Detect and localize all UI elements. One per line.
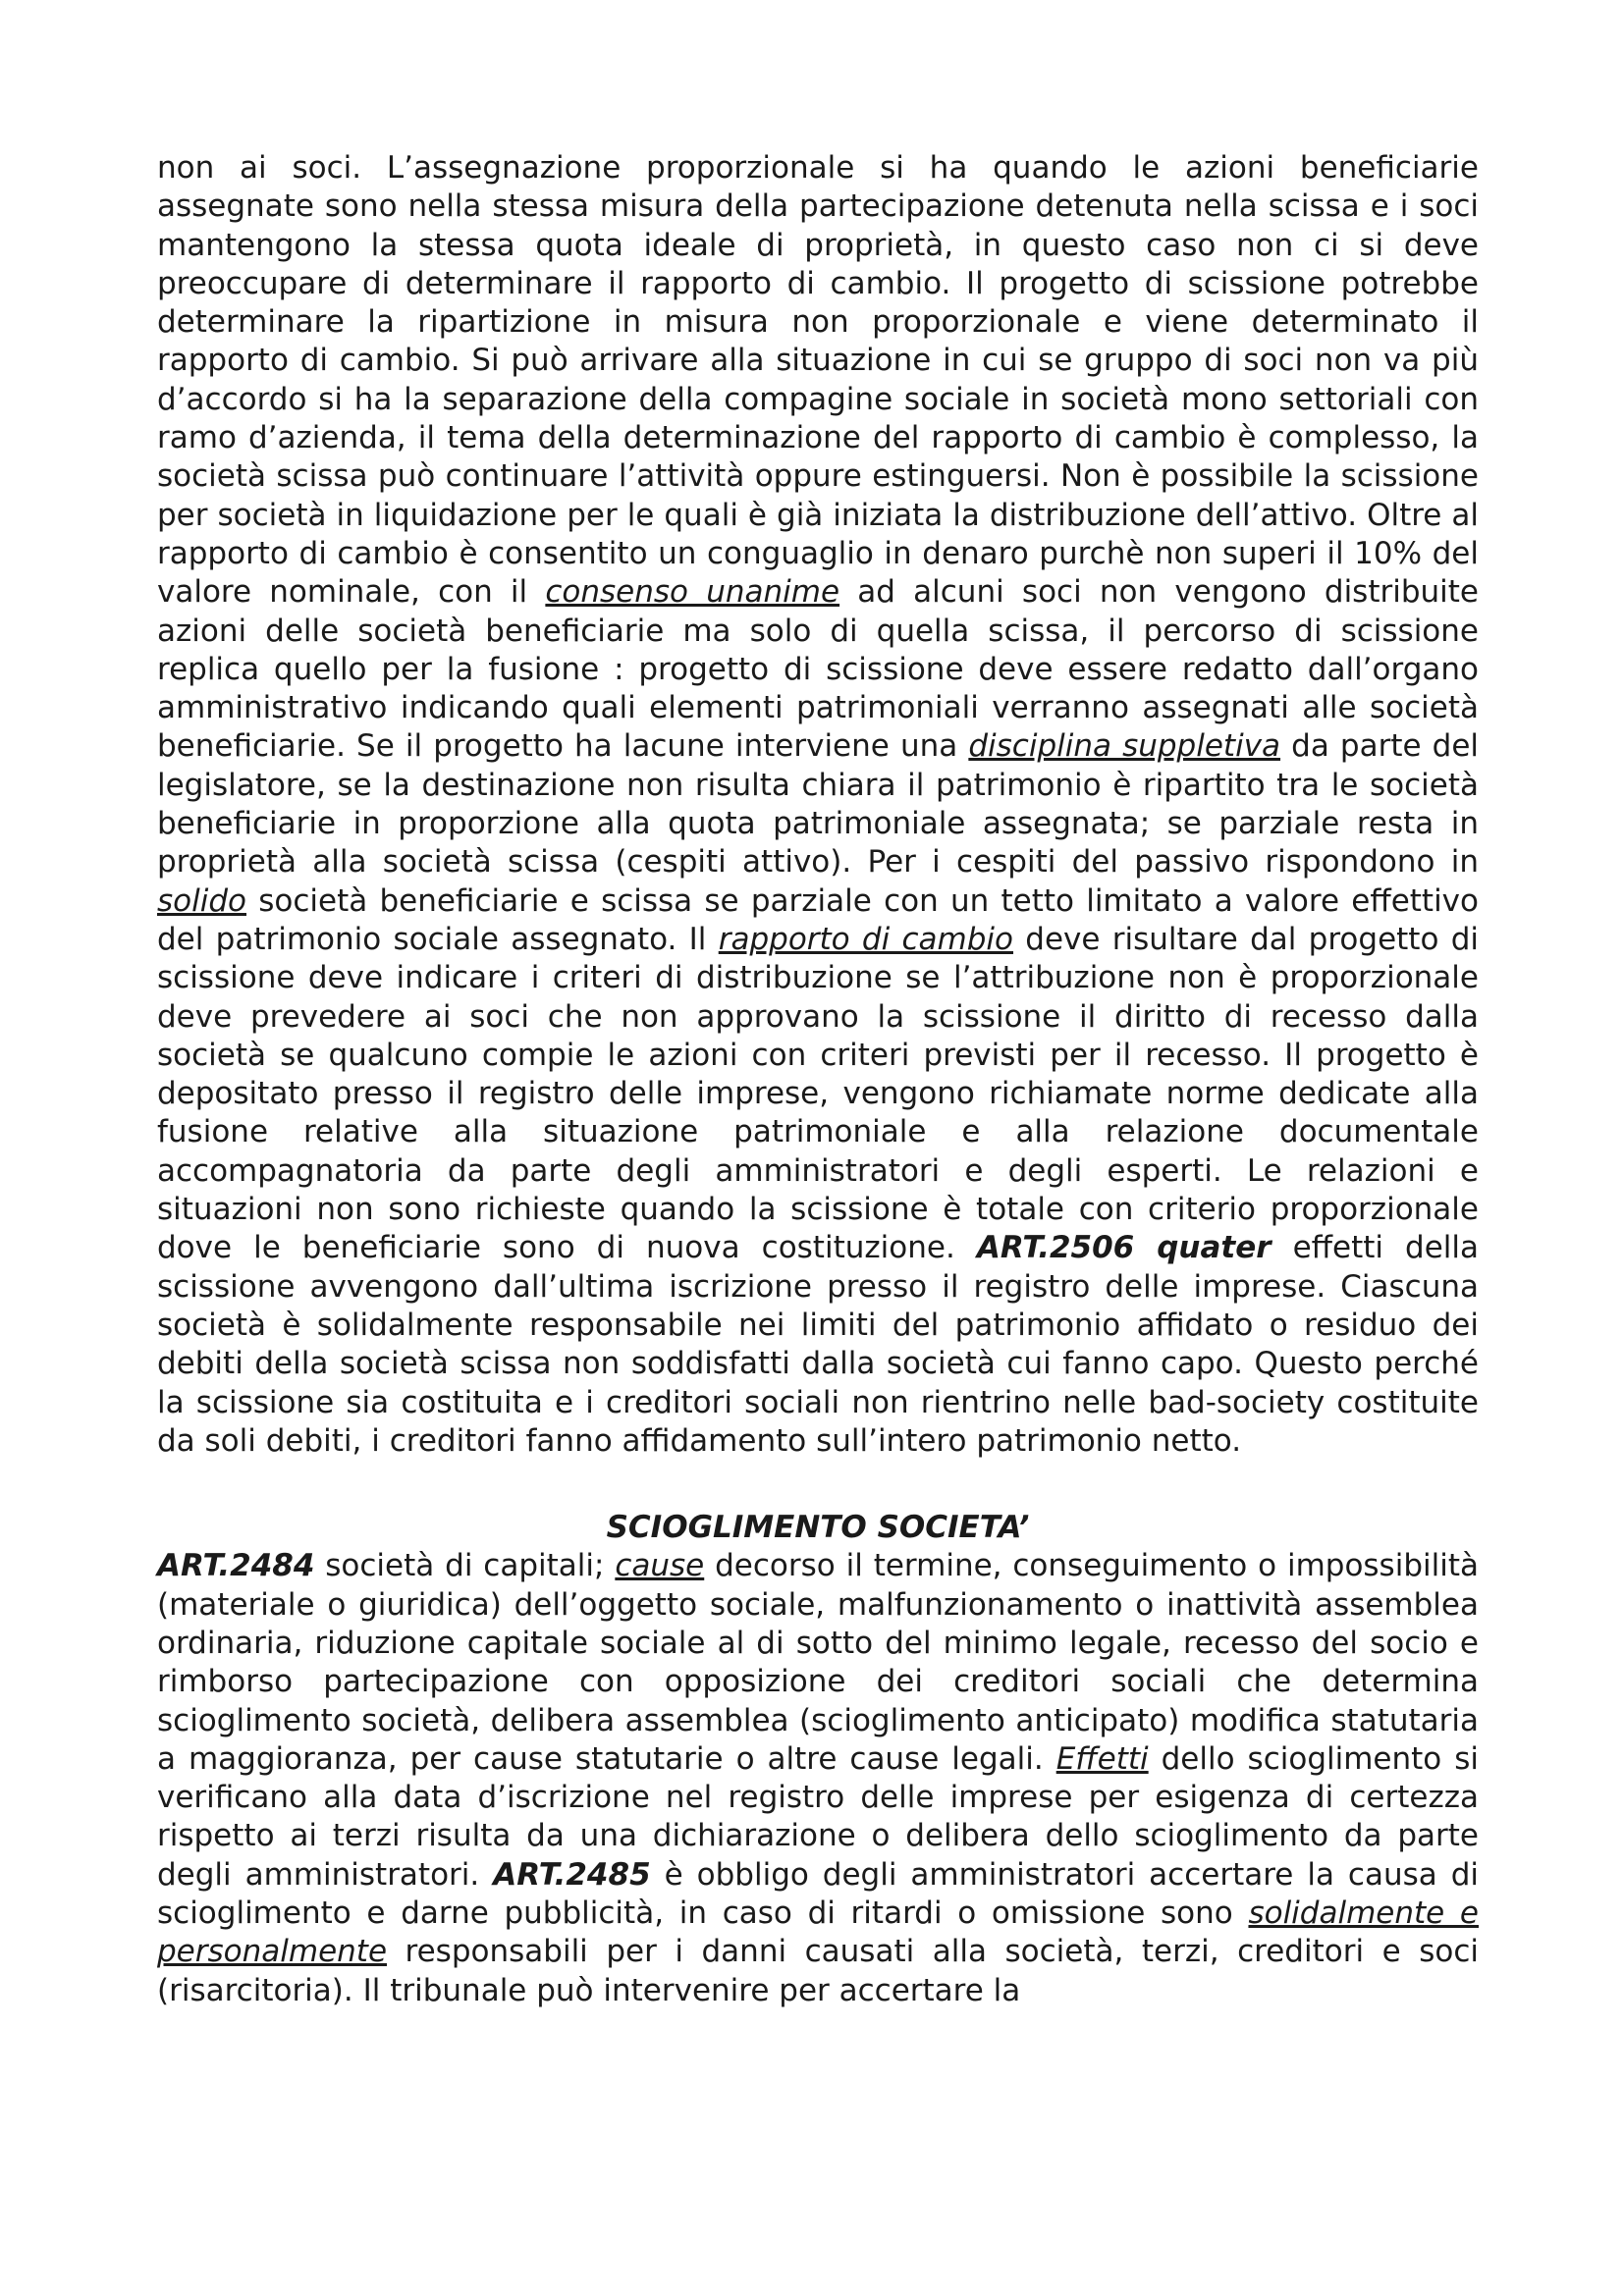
emphasis-consenso-unanime: consenso unanime	[545, 574, 840, 611]
text-run: decorso il termine, conseguimento o impossibilità (materiale o giuridica) dell’oggetto sociale, malfunzionamento o inattività assemblea ordinaria, riduzione capitale sociale al di sotto del minimo legale, recesso del socio e rimborso partecipazione con opposizione dei creditori sociali che determina scioglimento società, delibera assemblea (scioglimento anticipato) modifica statutaria a maggioranza, per cause statutarie o altre cause legali.	[157, 1548, 1479, 1777]
emphasis-solidalmente-personalmente: solidalmente e personalmente	[157, 1896, 1480, 1970]
text-run: deve risultare dal progetto di scissione deve indicare i criteri di distribuzione se l’attribuzione non è proporzionale deve prevedere ai soci che non approvano la scissione il diritto di recesso dalla società se qualcuno compie le azioni con criteri previsti per il recesso. Il progetto è depositato presso il registro delle imprese, vengono richiamate norme dedicate alla fusione relative alla situazione patrimoniale e alla relazione documentale accompagnatoria da parte degli amministratori e degli esperti. Le relazioni e situazioni non sono richieste quando la scissione è totale con criterio proporzionale dove le beneficiarie sono di nuova costituzione.	[157, 921, 1479, 1266]
paragraph-scissione	[157, 149, 1479, 1461]
text-run: non ai soci. L’assegnazione proporzionale si ha quando le azioni beneficiarie assegnate sono nella stessa misura della partecipazione detenuta nella scissa e i soci mantengono la stessa quota ideale di proprietà, in questo caso non ci si deve preoccupare di determinare il rapporto di cambio. Il progetto di scissione potrebbe determinare la ripartizione in misura non proporzionale e viene determinato il rapporto di cambio. Si può arrivare alla situazione in cui se gruppo di soci non va più d’accordo si ha la separazione della compagine sociale in società mono settoriali con ramo d’azienda, il tema della determinazione del rapporto di cambio è complesso, la società scissa può continuare l’attività oppure estinguersi. Non è possibile la scissione per società in liquidazione per le quali è già iniziata la distribuzione dell’attivo. Oltre al rapporto di cambio è consentito un conguaglio in denaro purchè non superi il 10% del valore nominale, con il	[157, 150, 1479, 611]
text-run: responsabili per i danni causati alla società, terzi, creditori e soci (risarcitoria). Il tribunale può intervenire per accertare la	[157, 1934, 1479, 2008]
text-run: società di capitali;	[314, 1548, 616, 1584]
text-run: effetti della scissione avvengono dall’ultima iscrizione presso il registro delle imprese. Ciascuna società è solidalmente responsabile nei limiti del patrimonio affidato o residuo dei debiti della società scissa non soddisfatti dalla società cui fanno capo. Questo perché la scissione sia costituita e i creditori sociali non rientrino nelle bad-society costituite da soli debiti, i creditori fanno affidamento sull’intero patrimonio netto.	[157, 1230, 1479, 1459]
text-run: società beneficiarie e scissa se parziale con un tetto limitato a valore effettivo del patrimonio sociale assegnato. Il	[157, 882, 1479, 957]
text-run: da parte del legislatore, se la destinazione non risulta chiara il patrimonio è ripartito tra le società beneficiarie in proporzione alla quota patrimoniale assegnata; se parziale resta in proprietà alla società scissa (cespiti attivo). Per i cespiti del passivo rispondono in	[157, 728, 1480, 881]
emphasis-disciplina-suppletiva: disciplina suppletiva	[968, 728, 1281, 765]
emphasis-effetti: Effetti	[1055, 1740, 1149, 1777]
text-run: dello scioglimento si verificano alla data d’iscrizione nel registro delle imprese per esigenza di certezza rispetto ai terzi risulta da una dichiarazione o delibera dello scioglimento da parte degli amministratori.	[157, 1740, 1479, 1893]
emphasis-solido: solido	[157, 882, 246, 919]
document-page	[157, 149, 1479, 2010]
emphasis-cause: cause	[615, 1548, 705, 1584]
article-ref-2484: ART.2484	[157, 1548, 315, 1584]
article-ref-2485: ART.2485	[493, 1856, 651, 1893]
section-heading: SCIOGLIMENTO SOCIETA’	[606, 1510, 1030, 1546]
article-ref-2506-quater: ART.2506 quater	[976, 1230, 1271, 1266]
text-run: è obbligo degli amministratori accertare la causa di scioglimento e darne pubblicità, in caso di ritardi o omissione sono	[157, 1856, 1479, 1932]
emphasis-rapporto-di-cambio: rapporto di cambio	[718, 921, 1014, 957]
paragraph-scioglimento	[157, 1547, 1479, 2010]
text-run: ad alcuni soci non vengono distribuite azioni delle società beneficiarie ma solo di quella scissa, il percorso di scissione replica quello per la fusione : progetto di scissione deve essere redatto dall’organo amministrativo indicando quali elementi patrimoniali verranno assegnati alle società beneficiarie. Se il progetto ha lacune interviene una	[157, 574, 1480, 765]
